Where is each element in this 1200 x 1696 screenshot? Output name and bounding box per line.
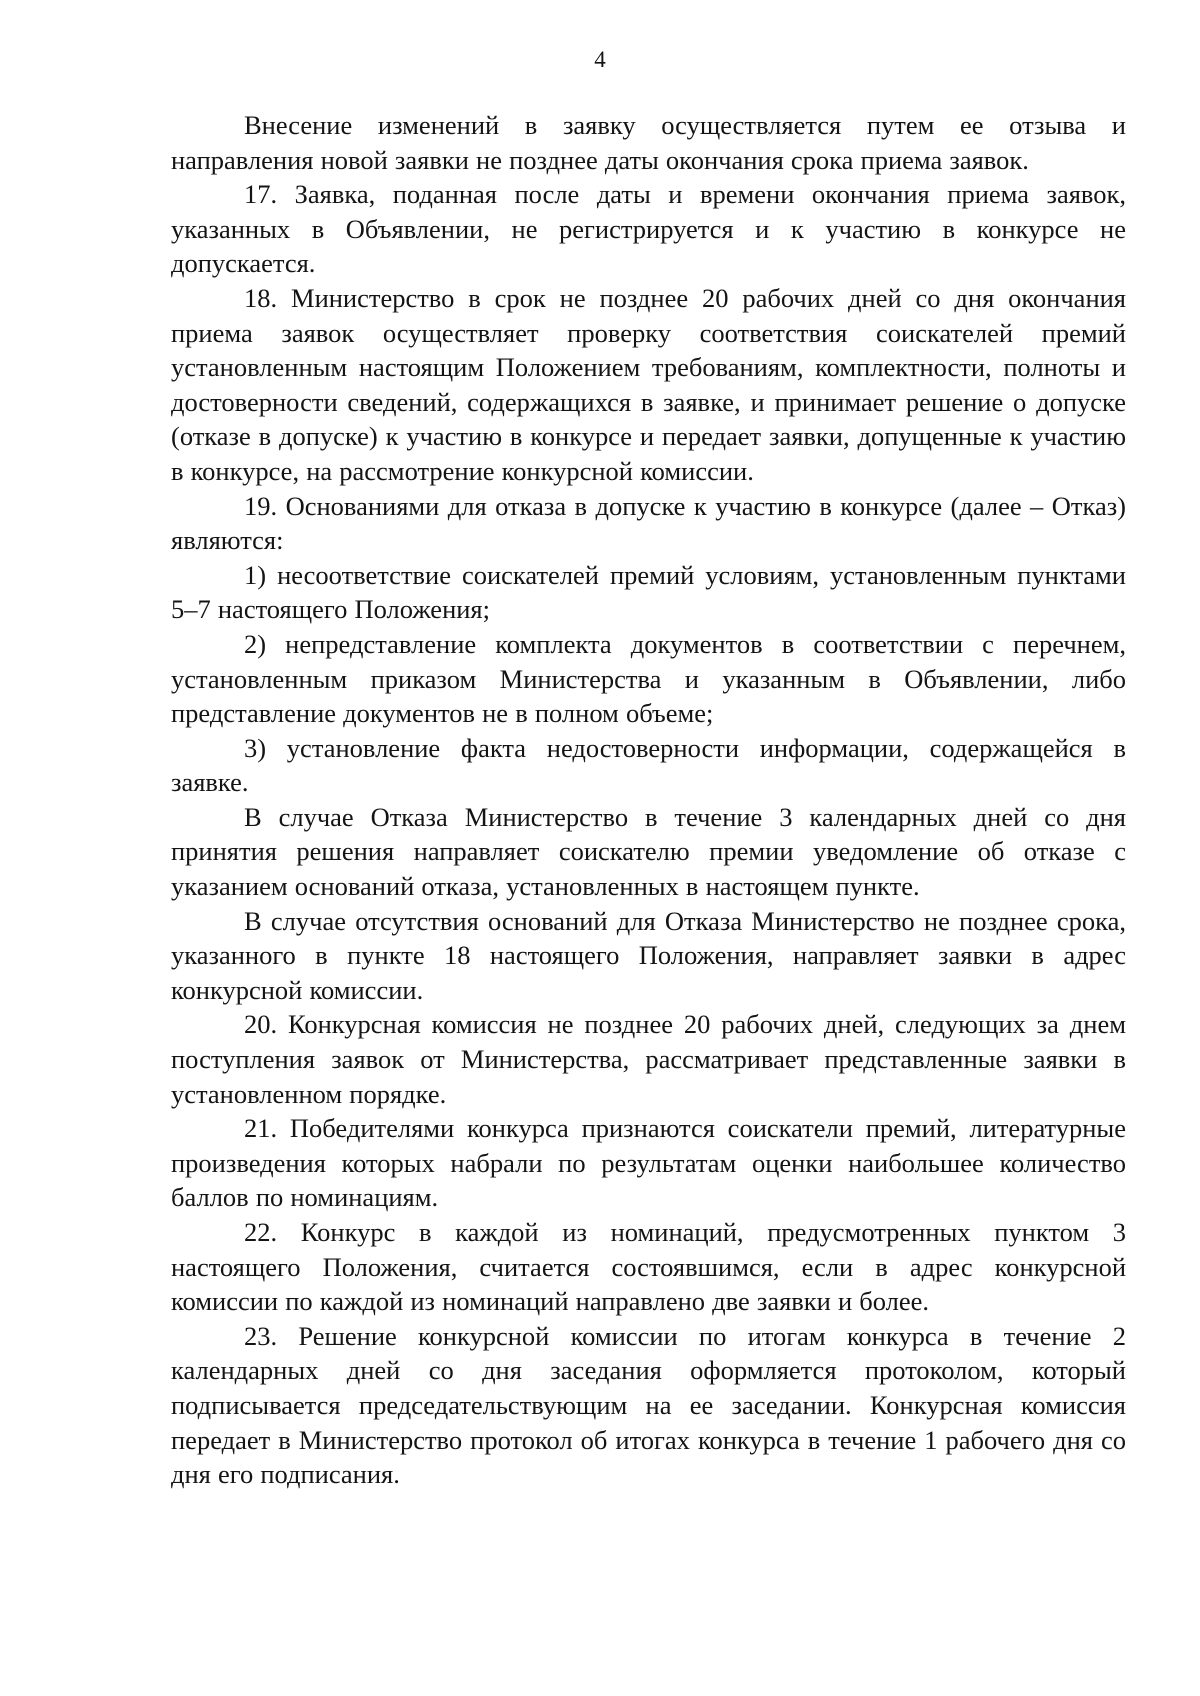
page-number: 4 [594, 47, 606, 72]
paragraph-amendment: Внесение изменений в заявку осуществляется путем ее отзыва и направления новой заявки не позднее даты окончания срока приема заявок. [171, 110, 1126, 175]
paragraph-18: 18. Министерство в срок не позднее 20 рабочих дней со дня окончания приема заявок осуществляет проверку соответствия соискателей премий установленным настоящим Положением требованиям, комплектности, полноты и достоверности сведений, содержащихся в заявке, и принимает решение о допуске (отказе в допуске) к участию в конкурсе и передает заявки, допущенные к участию в конкурсе, на рассмотрение конкурсной комиссии. [171, 282, 1126, 486]
paragraph-17: 17. Заявка, поданная после даты и времени окончания приема заявок, указанных в Объявлении, не регистрируется и к участию в конкурсе не допускается. [171, 179, 1126, 279]
paragraph-23: 23. Решение конкурсной комиссии по итогам конкурса в течение 2 календарных дней со дня заседания оформляется протоколом, который подписывается председательствующим на ее заседании. Конкурсная комиссия передает в Министерство протокол об итогах конкурса в течение 1 рабочего дня со дня его подписания. [171, 1320, 1126, 1490]
paragraph-21: 21. Победителями конкурса признаются соискатели премий, литературные произведения которых набрали по результатам оценки наибольшее количество баллов по номинациям. [171, 1113, 1126, 1213]
document-body [171, 108, 1126, 1492]
paragraph-refusal-notice: В случае Отказа Министерство в течение 3 календарных дней со дня принятия решения направляет соискателю премии уведомление об отказе с указанием оснований отказа, установленных в настоящем пункте. [171, 801, 1126, 902]
paragraph-19: 19. Основаниями для отказа в допуске к участию в конкурсе (далее – Отказ) являются: [171, 490, 1126, 556]
paragraph-19-item-1: 1) несоответствие соискателей премий условиям, установленным пунктами 5–7 настоящего Положения; [171, 559, 1126, 625]
paragraph-20: 20. Конкурсная комиссия не позднее 20 рабочих дней, следующих за днем поступления заявок от Министерства, рассматривает представленные заявки в установленном порядке. [171, 1009, 1126, 1109]
paragraph-19-item-3: 3) установление факта недостоверности информации, содержащейся в заявке. [171, 732, 1126, 798]
paragraph-22: 22. Конкурс в каждой из номинаций, предусмотренных пунктом 3 настоящего Положения, считается состоявшимся, если в адрес конкурсной комиссии по каждой из номинаций направлено две заявки и более. [171, 1217, 1126, 1317]
paragraph-19-item-2: 2) непредставление комплекта документов в соответствии с перечнем, установленным приказом Министерства и указанным в Объявлении, либо представление документов не в полном объеме; [171, 628, 1126, 729]
paragraph-no-refusal: В случае отсутствия оснований для Отказа Министерство не позднее срока, указанного в пункте 18 настоящего Положения, направляет заявки в адрес конкурсной комиссии. [171, 905, 1126, 1005]
